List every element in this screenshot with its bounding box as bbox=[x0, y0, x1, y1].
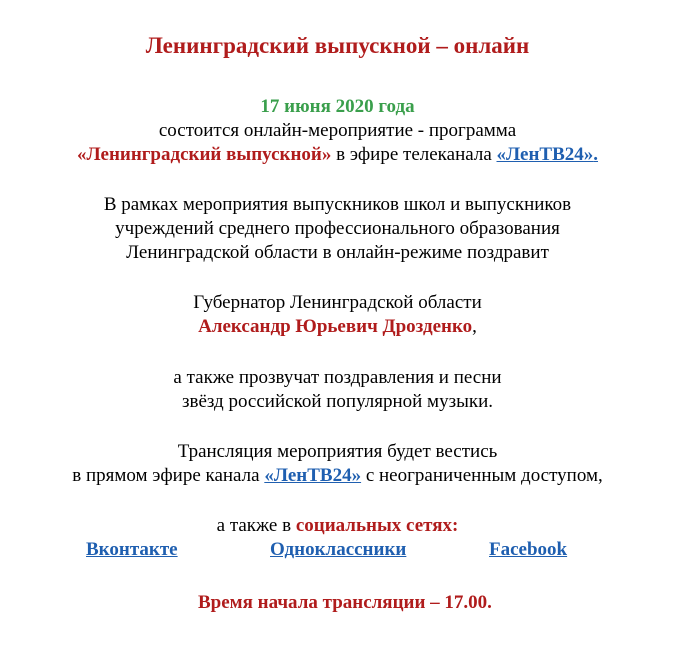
governor-comma: , bbox=[472, 316, 477, 337]
paragraph2-line1: а также прозвучат поздравления и песни bbox=[173, 367, 502, 388]
broadcast-line1: Трансляция мероприятия будет вестись bbox=[177, 441, 498, 462]
broadcast-channel-link[interactable]: «ЛенТВ24» bbox=[264, 465, 362, 486]
broadcast-line2 bbox=[0, 464, 675, 488]
broadcast-suffix: с неограниченным доступом, bbox=[361, 465, 603, 486]
social-prefix: а также в bbox=[216, 515, 296, 536]
social-links-row bbox=[0, 538, 675, 562]
vkontakte-link[interactable]: Вконтакте bbox=[86, 539, 178, 560]
governor-title: Губернатор Ленинградской области bbox=[193, 292, 482, 313]
paragraph1-line3: Ленинградской области в онлайн-режиме поздравит bbox=[126, 242, 549, 263]
lentv24-link[interactable]: «ЛенТВ24» bbox=[496, 144, 594, 165]
governor-name: Александр Юрьевич Дрозденко bbox=[198, 316, 473, 337]
page-title: Ленинградский выпускной – онлайн bbox=[145, 33, 530, 58]
paragraph1-line2: учреждений среднего профессионального образования bbox=[115, 218, 560, 239]
period: . bbox=[593, 144, 599, 165]
on-air-text: в эфире телеканала bbox=[331, 144, 497, 165]
program-line bbox=[0, 143, 675, 167]
start-time: Время начала трансляции – 17.00. bbox=[198, 592, 492, 613]
program-name: «Ленинградский выпускной» bbox=[76, 144, 332, 165]
event-date: 17 июня 2020 года bbox=[260, 96, 415, 117]
governor-line bbox=[0, 315, 675, 339]
paragraph1-line1: В рамках мероприятия выпускников школ и выпускников bbox=[103, 194, 572, 215]
facebook-link[interactable]: Facebook bbox=[489, 539, 568, 560]
social-line bbox=[0, 514, 675, 538]
social-label: социальных сетях: bbox=[295, 515, 459, 536]
broadcast-prefix: в прямом эфире канала bbox=[72, 465, 265, 486]
odnoklassniki-link[interactable]: Одноклассники bbox=[270, 539, 407, 560]
intro-line: состоится онлайн-мероприятие - программа bbox=[158, 120, 517, 141]
paragraph2-line2: звёзд российской популярной музыки. bbox=[181, 391, 494, 412]
